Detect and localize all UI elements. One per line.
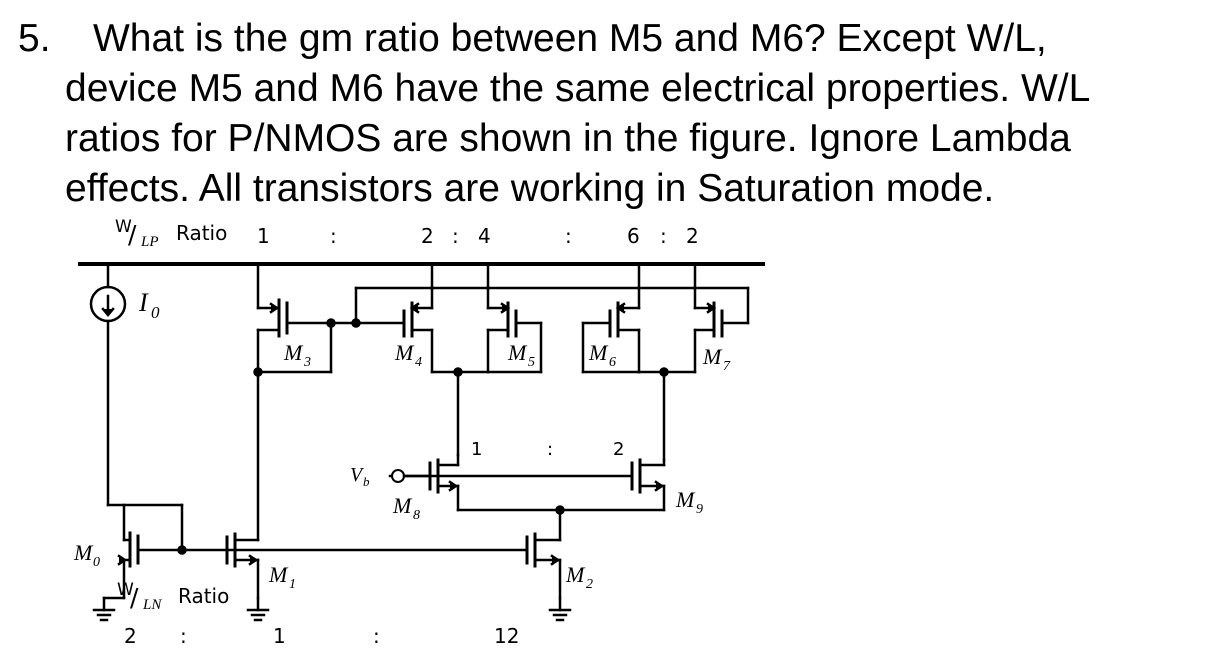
- cascode-ratio-m8: 1: [471, 439, 483, 460]
- transistor-m1: [227, 372, 258, 598]
- label-m0: M: [74, 540, 93, 565]
- nmos-ratio-m1: 1: [273, 624, 286, 648]
- nmos-ratio-label: [117, 580, 519, 648]
- transistor-m2: [527, 510, 560, 598]
- transistor-m0: [104, 505, 182, 598]
- cascode-ratio-sep: :: [547, 439, 554, 460]
- label-m6-sub: 6: [609, 355, 616, 370]
- nmos-ratio-ln: LN: [143, 597, 162, 613]
- label-m1-sub: 1: [289, 577, 296, 592]
- pmos-ratio-label: [115, 217, 699, 250]
- question-number: 5.: [18, 17, 51, 60]
- label-m9: M: [676, 487, 695, 512]
- nmos-ratio-m0: 2: [124, 624, 137, 648]
- vb-terminal: [392, 470, 404, 482]
- label-m7-sub: 7: [723, 359, 730, 374]
- label-m4-sub: 4: [415, 355, 422, 370]
- pmos-ratio-m3: 1: [257, 224, 270, 248]
- label-m5: M: [508, 340, 527, 365]
- pmos-ratio-sep-2: :: [452, 224, 459, 248]
- label-m3: M: [284, 340, 303, 365]
- label-m9-sub: 9: [696, 502, 703, 517]
- pmos-ratio-sep-4: :: [660, 224, 667, 248]
- label-m8: M: [393, 493, 412, 518]
- ratio-slash: /: [128, 220, 137, 249]
- label-m1: M: [269, 562, 288, 587]
- i0-sub: 0: [151, 303, 160, 322]
- nmos-ratio-sep-1: :: [180, 624, 187, 648]
- label-m2-sub: 2: [586, 577, 593, 592]
- question-line-1: What is the gm ratio between M5 and M6? Except W/L,: [93, 17, 1047, 60]
- label-m5-sub: 5: [528, 355, 535, 370]
- pmos-ratio-sep-3: :: [565, 224, 572, 248]
- pmos-ratio-w: W: [115, 217, 132, 237]
- question-line-4: effects. All transistors are working in Saturation mode.: [65, 167, 995, 210]
- label-m8-sub: 8: [413, 508, 420, 523]
- label-m3-sub: 3: [304, 355, 311, 370]
- cascode-ratio: [471, 439, 624, 460]
- current-source-i0: [91, 264, 125, 505]
- current-source-label: [138, 288, 160, 322]
- label-m4: M: [395, 340, 414, 365]
- nmos-ratio-sep-2: :: [373, 624, 380, 648]
- vb-label: [350, 464, 370, 489]
- nmos-ratio-word: Ratio: [178, 584, 230, 608]
- pmos-ratio-m6: 6: [627, 224, 640, 248]
- label-m0-sub: 0: [93, 555, 100, 570]
- nmos-ratio-w: W: [117, 580, 134, 600]
- pmos-ratio-sep-1: :: [330, 224, 337, 248]
- vb-label-main: V: [350, 464, 363, 486]
- label-m6: M: [589, 340, 608, 365]
- pmos-ratio-word: Ratio: [176, 221, 228, 245]
- ground-m2: [550, 598, 570, 620]
- vb-label-sub: b: [363, 474, 370, 489]
- pmos-ratio-m5: 4: [478, 224, 491, 248]
- label-m7: M: [703, 344, 722, 369]
- nmos-ratio-m2: 12: [494, 624, 520, 648]
- pmos-ratio-m4: 2: [421, 224, 434, 248]
- transistor-m9: [632, 460, 664, 510]
- node-m3-drain: [255, 369, 262, 376]
- i0-label: I: [139, 288, 148, 317]
- node-tail: [557, 507, 564, 514]
- ratio-slash-n: /: [130, 583, 139, 612]
- question-line-2: device M5 and M6 have the same electrical properties. W/L: [65, 67, 1091, 110]
- label-m2: M: [566, 562, 585, 587]
- ground-m0: [94, 598, 114, 620]
- pmos-ratio-m7: 2: [686, 224, 699, 248]
- pmos-ratio-lp: LP: [141, 234, 159, 250]
- cascode-ratio-m9: 2: [613, 439, 625, 460]
- ground-m1: [248, 598, 268, 620]
- question-line-3: ratios for P/NMOS are shown in the figure. Ignore Lambda: [65, 117, 1071, 160]
